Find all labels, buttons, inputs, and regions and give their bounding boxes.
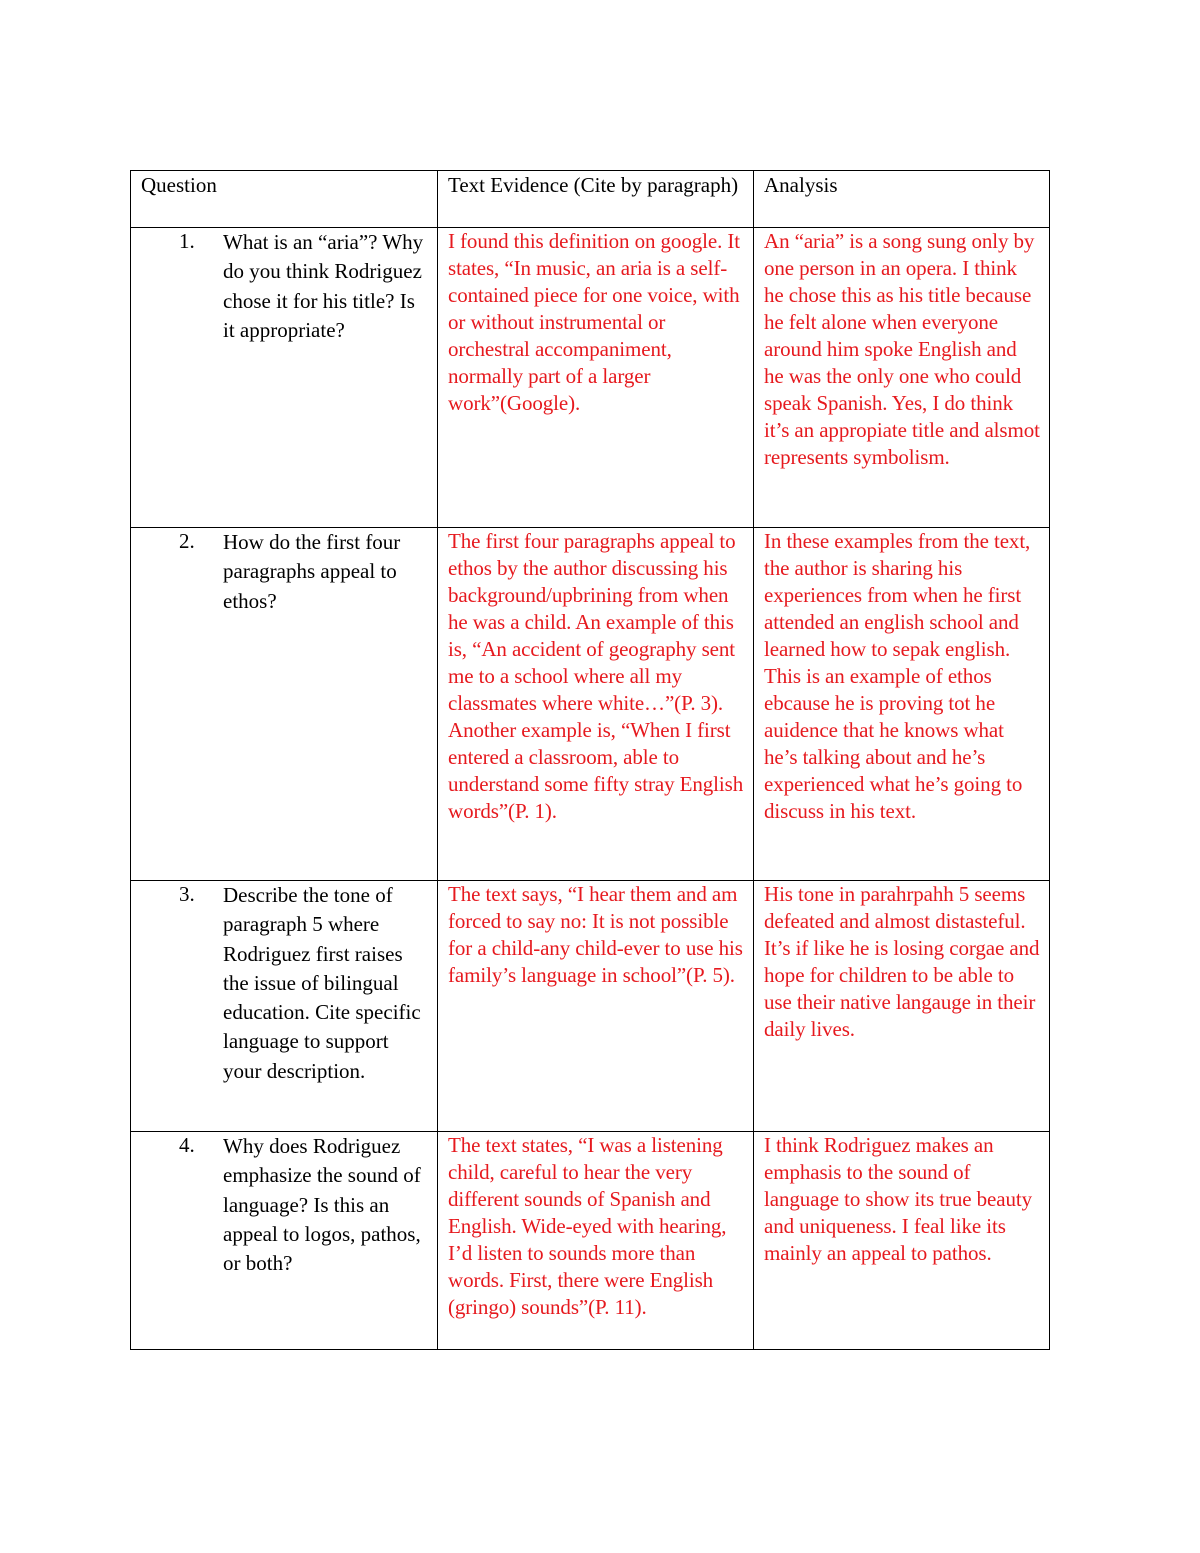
evidence-cell: The first four paragraphs appeal to ethos by the author discussing his background/upbrining from when he was a child. An example of this is, “An accident of geography sent me to a school where all my classmates where white…”(P. 3). Another example is, “When I first entered a classroom, able to understand some fifty stray English words”(P. 1).: [438, 528, 754, 881]
evidence-cell: The text states, “I was a listening child, careful to hear the very different sounds of Spanish and English. Wide-eyed with hearing, I’d listen to sounds more than words. First, there were English (gringo) sounds”(P. 11).: [438, 1132, 754, 1350]
question-number: 1.: [179, 229, 195, 253]
header-question: Question: [131, 171, 438, 228]
question-number: 4.: [179, 1133, 195, 1157]
header-text-evidence: Text Evidence (Cite by paragraph): [438, 171, 754, 228]
question-text: Why does Rodriguez emphasize the sound of language? Is this an appeal to logos, pathos, or both?: [223, 1134, 421, 1276]
table-row: [131, 1132, 1050, 1350]
question-text: What is an “aria”? Why do you think Rodriguez chose it for his title? Is it appropriate?: [223, 230, 424, 342]
question-cell: [131, 881, 438, 1132]
analysis-cell: An “aria” is a song sung only by one person in an opera. I think he chose this as his title because he felt alone when everyone around him spoke English and he was the only one who could speak Spanish. Yes, I do think it’s an appropiate title and alsmot represents symbolism.: [754, 228, 1050, 528]
table-header-row: [131, 171, 1050, 228]
question-number: 2.: [179, 529, 195, 553]
question-cell: [131, 1132, 438, 1350]
table-row: [131, 528, 1050, 881]
header-analysis: Analysis: [754, 171, 1050, 228]
table-row: [131, 881, 1050, 1132]
evidence-cell: The text says, “I hear them and am forced to say no: It is not possible for a child-any child-ever to use his family’s language in school”(P. 5).: [438, 881, 754, 1132]
evidence-cell: I found this definition on google. It states, “In music, an aria is a self-contained piece for one voice, with or without instrumental or orchestral accompaniment, normally part of a larger work”(Google).: [438, 228, 754, 528]
table-row: [131, 228, 1050, 528]
question-number: 3.: [179, 882, 195, 906]
question-text: How do the first four paragraphs appeal to ethos?: [223, 530, 401, 613]
question-text: Describe the tone of paragraph 5 where Rodriguez first raises the issue of bilingual education. Cite specific language to support your description.: [223, 883, 421, 1083]
question-cell: [131, 528, 438, 881]
analysis-cell: His tone in parahrpahh 5 seems defeated and almost distasteful. It’s if like he is losing corgae and hope for children to be able to use their native langauge in their daily lives.: [754, 881, 1050, 1132]
analysis-cell: I think Rodriguez makes an emphasis to the sound of language to show its true beauty and uniqueness. I feal like its mainly an appeal to pathos.: [754, 1132, 1050, 1350]
question-analysis-table: [130, 170, 1050, 1350]
analysis-cell: In these examples from the text, the author is sharing his experiences from when he first attended an english school and learned how to sepak english. This is an example of ethos ebcause he is proving tot he auidence that he knows what he’s talking about and he’s experienced what he’s going to discuss in his text.: [754, 528, 1050, 881]
question-cell: [131, 228, 438, 528]
